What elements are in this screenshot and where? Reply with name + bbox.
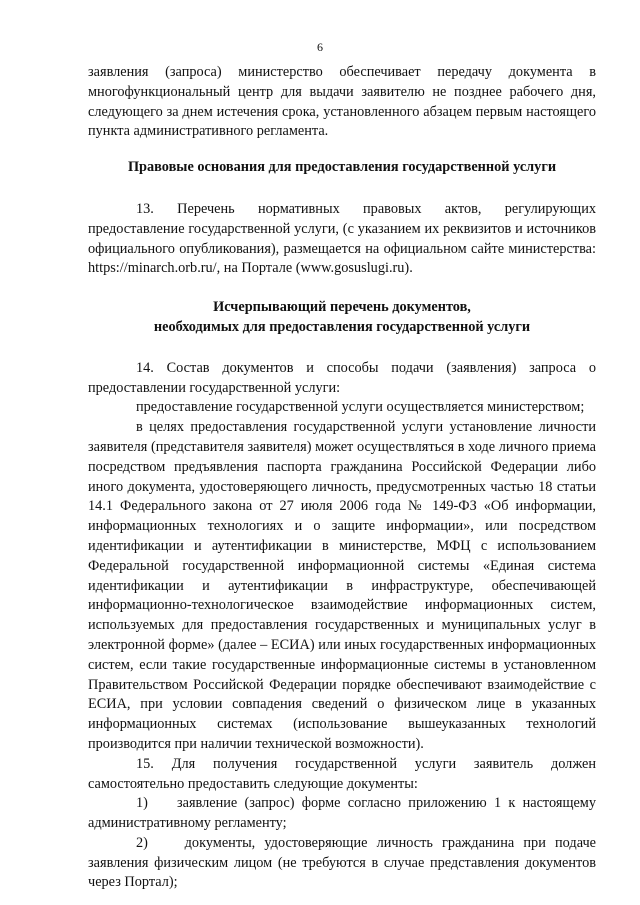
paragraph-14-identification: в целях предоставления государственной услуги установление личности заявителя (представителя заявителя) может осуществляться в ходе личного приема посредством предъявления паспорта гражданина Российской Федерации либо иного документа, удостоверяющего личность, предусмотренных частью 18 статьи 14.1 Федерального закона от 27 июля 2006 года № 149-ФЗ «Об информации, информационных технологиях и о защите информации», или посредством идентификации и аутентификации в министерстве, МФЦ с использованием Федеральной государственной информационной системы «Единая система идентификации и аутентификации в инфраструктуре, обеспечивающей информационно-технологическое взаимодействие информационных систем, используемых для предоставления государственных и муниципальных услуг в электронной форме» (далее – ЕСИА) или иных государственных информационных систем, если такие государственные информационные системы в установленном Правительством Российской Федерации порядке обеспечивают взаимодействие с ЕСИА, при условии совпадения сведений о физическом лице в указанных информационных системах (использование вышеуказанных технологий производится при наличии технической возможности). (88, 419, 596, 752)
paragraph-14: 14. Состав документов и способы подачи (заявления) запроса о предоставлении государственной услуги: (88, 359, 596, 396)
paragraph-continuation: заявления (запроса) министерство обеспечивает передачу документа в многофункциональный центр для выдачи заявителю не позднее рабочего дня, следующего за днем истечения срока, установленного абзацем первым настоящего пункта административного регламента. (88, 64, 596, 140)
paragraph-13: 13. Перечень нормативных правовых актов, регулирующих предоставление государственной услуги, (с указанием их реквизитов и источников официального опубликования), размещается на официальном сайте министерства: https://minarch.orb.ru/, на Портале (www.gosuslugi.ru). (88, 200, 596, 277)
section-heading-documents-line2: необходимых для предоставления государственной услуги (153, 318, 531, 335)
section-heading-legal-basis: Правовые основания для предоставления государственной услуги (127, 159, 557, 176)
list-item-1: 1) заявление (запрос) форме согласно приложению 1 к настоящему административному регламенту; (88, 795, 596, 832)
list-item-2: 2) документы, удостоверяющие личность гражданина при подаче заявления физическим лицом (не требуются в случае представления документов через Портал); (88, 834, 596, 891)
page-number: 6 (317, 40, 323, 54)
paragraph-14-provision: предоставление государственной услуги осуществляется министерством; (136, 399, 585, 416)
document-body (88, 63, 596, 893)
paragraph-15: 15. Для получения государственной услуги заявитель должен самостоятельно предоставить следующие документы: (88, 755, 596, 792)
section-heading-documents-line1: Исчерпывающий перечень документов, (213, 299, 471, 316)
